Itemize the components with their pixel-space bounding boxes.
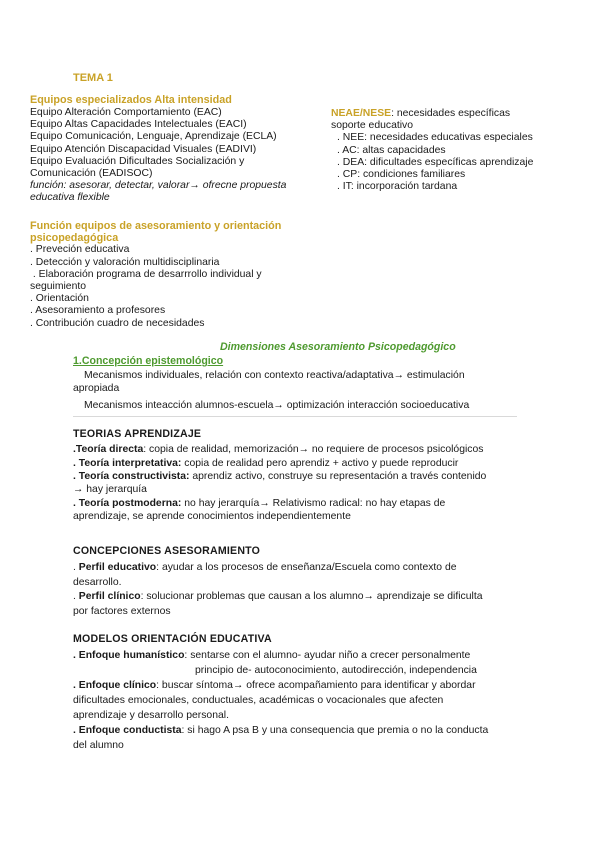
dimensiones-lines <box>73 369 469 412</box>
teoria-text: aprendiz activo, construye su representación a través contenido <box>189 471 487 483</box>
dimensiones-subtitle: 1.Concepción epistemológico <box>73 355 224 367</box>
divider <box>73 416 517 417</box>
funcion-item: . Elaboración programa de desarrrollo individual y <box>30 268 262 280</box>
funcion-item: . Preveción educativa <box>30 244 130 256</box>
neae-heading-rest: : necesidades específicas <box>391 108 511 119</box>
neae-heading: NEAE/NESE <box>331 108 392 119</box>
funcion-equipos-heading: Función equipos de asesoramiento y orientación <box>30 220 282 232</box>
page-title: TEMA 1 <box>73 72 113 84</box>
equipos-line: Equipo Atención Discapacidad Visuales (EADIVI) <box>30 143 257 155</box>
funcion-note: educativa flexible <box>30 192 110 204</box>
enfoque-label: . Enfoque conductista <box>73 725 182 737</box>
equipos-line: Equipo Comunicación, Lenguaje, Aprendizaje (ECLA) <box>30 131 277 143</box>
perfil-prefix: . <box>73 562 79 574</box>
teorias-block <box>73 428 486 524</box>
neae-line: soporte educativo <box>331 120 414 132</box>
equipos-line: Comunicación (EADISOC) <box>30 168 153 180</box>
neae-item: . IT: incorporación tardana <box>337 181 458 193</box>
enfoque-text: del alumno <box>73 740 124 752</box>
funcion-item: seguimiento <box>30 281 87 293</box>
perfil-prefix: . <box>73 591 79 603</box>
funcion-item: . Orientación <box>30 293 89 305</box>
teoria-text: copia de realidad pero aprendiz + activo y puede reproducir <box>181 457 459 469</box>
dimensiones-title: Dimensiones Asesoramiento Psicopedagógico <box>220 341 456 353</box>
neae-item: . DEA: dificultades específicas aprendizaje <box>337 156 534 168</box>
perfil-text: : ayudar a los procesos de enseñanza/Escuela como contexto de <box>156 562 457 574</box>
perfil-text: desarrollo. <box>73 576 122 588</box>
funcion-item: . Contribución cuadro de necesidades <box>30 317 205 329</box>
concepciones-block <box>73 545 483 619</box>
enfoque-text: principio de- autoconocimiento, autodirección, independencia <box>195 665 477 677</box>
teoria-text: → hay jerarquía <box>73 484 147 496</box>
perfil-text: por factores externos <box>73 605 171 617</box>
funcion-note: función: asesorar, detectar, valorar→ ofrecne propuesta <box>30 180 287 192</box>
perfil-label: Perfil educativo <box>78 562 157 574</box>
neae-item: . AC: altas capacidades <box>337 144 446 156</box>
funcion-equipos-block <box>30 220 281 330</box>
neae-item: . CP: condiciones familiares <box>337 169 466 181</box>
equipos-line: Equipo Altas Capacidades Intelectuales (EACI) <box>30 119 247 131</box>
enfoque-label: . Enfoque clínico <box>73 680 157 692</box>
teorias-heading: TEORIAS APRENDIZAJE <box>73 428 202 440</box>
enfoque-text: dificultades emocionales, conductuales, académicas o vocacionales que afecten <box>73 695 444 707</box>
modelos-block <box>73 633 488 753</box>
modelos-heading: MODELOS ORIENTACIÓN EDUCATIVA <box>73 633 272 645</box>
neae-block <box>331 108 533 193</box>
equipos-line: Equipo Alteración Comportamiento (EAC) <box>30 107 222 118</box>
teoria-text: : copia de realidad, memorización→ no requiere de procesos psicológicos <box>143 444 484 456</box>
perfil-label: Perfil clínico <box>78 591 141 603</box>
enfoque-text: : si hago A psa B y una consequencia que premia o no la conducta <box>181 725 489 737</box>
teoria-label: .Teoría directa <box>73 444 144 456</box>
equipos-line: Equipo Evaluación Dificultades Socialización y <box>30 155 245 167</box>
funcion-equipos-heading: psicopedagógica <box>30 232 119 245</box>
teoria-text: no hay jerarquía→ Relativismo radical: no hay etapas de <box>181 497 446 509</box>
teoria-label: . Teoría postmoderna: <box>73 497 182 509</box>
perfil-text: : solucionar problemas que causan a los alumno→ aprendizaje se dificulta <box>140 591 483 603</box>
enfoque-text: : sentarse con el alumno- ayudar niño a crecer personalmente <box>184 650 471 662</box>
concepciones-heading: CONCEPCIONES ASESORAMIENTO <box>73 545 261 557</box>
teoria-label: . Teoría constructivista: <box>73 471 190 483</box>
enfoque-text: : buscar síntoma→ ofrece acompañamiento para identificar y abordar <box>156 680 476 692</box>
equipos-heading: Equipos especializados Alta intensidad <box>30 94 232 106</box>
teoria-text: aprendizaje, se aprende conocimientos independientemente <box>73 511 351 523</box>
funcion-item: . Asesoramiento a profesores <box>30 305 166 317</box>
enfoque-text: aprendizaje y desarrollo personal. <box>73 710 229 722</box>
teoria-label: . Teoría interpretativa: <box>73 457 182 469</box>
dimensiones-line: Mecanismos individuales, relación con contexto reactiva/adaptativa→ estimulación <box>84 370 465 381</box>
dimensiones-line: Mecanismos inteacción alumnos-escuela→ optimización interacción socioeducativa <box>84 400 470 411</box>
dimensiones-line: apropiada <box>73 383 120 394</box>
funcion-item: . Detección y valoración multidisciplinaria <box>30 256 220 268</box>
enfoque-label: . Enfoque humanístico <box>73 650 185 662</box>
neae-item: . NEE: necesidades educativas especiales <box>337 132 533 144</box>
equipos-list <box>30 107 286 205</box>
